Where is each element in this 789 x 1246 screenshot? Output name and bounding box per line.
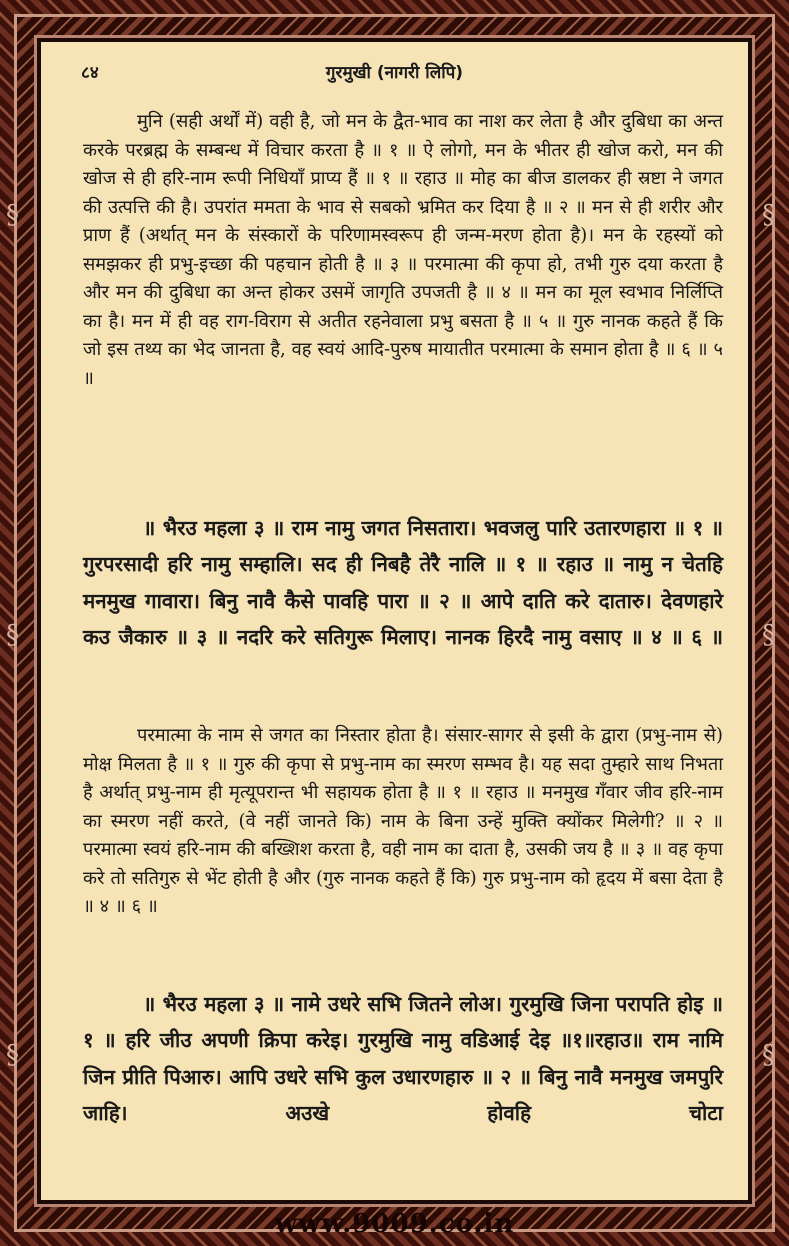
book-page [37,38,752,1204]
paragraph-text: परमात्मा के नाम से जगत का निस्तार होता है। संसार-सागर से इसी के द्वारा (प्रभु-नाम से) मोक्ष मिलता है ॥ १ ॥ गुरु की कृपा से प्रभु-नाम का स्मरण सम्भव है। यह सदा तुम्हारे साथ निभता है अर्थात् प्रभु-नाम ही मृत्यूपरान्त भी सहायक होता है ॥ १ ॥ रहाउ ॥ मनमुख गँवार जीव हरि-नाम का स्मरण नहीं करते, (वे नहीं जानते कि) नाम के बिना उन्हें मुक्ति क्योंकर मिलेगी? ॥ २ ॥ परमात्मा स्वयं हरि-नाम की बख्शिश करता है, वही नाम का दाता है, उसकी जय है ॥ ३ ॥ वह कृपा करे तो सतिगुरु से भेंट होती है और (गुरु नानक कहते हैं कि) गुरु प्रभु-नाम को हृदय में बसा देता है ॥ ४ ॥ ६ ॥ [83,725,723,917]
translation-paragraph [83,722,723,922]
gurbani-verse [83,986,723,1131]
right-scroll-ornament: § [762,620,775,650]
verse-text: ॥ भैरउ महला ३ ॥ नामे उधरे सभि जितने लोअ। गुरमुखि जिना परापति होइ ॥ १ ॥ हरि जीउ अपणी क्रिपा करेइ। गुरमुखि नामु वडिआई देइ ॥१॥रहाउ॥ राम नामि जिन प्रीति पिआरु। आपि उधरे सभि कुल उधारणहारु ॥ २ ॥ बिनु नावै मनमुख जमपुरि जाहि। अउखे होवहि चोटा [83,992,723,1125]
left-scroll-ornament: § [6,200,19,230]
gurbani-verse [83,510,723,655]
page-number: ८४ [81,63,99,83]
paragraph-text: मुनि (सही अर्थों में) वही है, जो मन के द्वैत-भाव का नाश कर लेता है और दुबिधा का अन्त करके परब्रह्म के सम्बन्ध में विचार करता है ॥ १ ॥ ऐ लोगो, मन के भीतर ही खोज करो, मन की खोज से ही हरि-नाम रूपी निधियाँ प्राप्य हैं ॥ १ ॥ रहाउ ॥ मोह का बीज डालकर ही स्रष्टा ने जगत की उत्पत्ति की है। उपरांत ममता के भाव से सबको भ्रमित कर दिया है ॥ २ ॥ मन से ही शरीर और प्राण हैं (अर्थात् मन के संस्कारों के परिणामस्वरूप ही जन्म-मरण होता है)। मन के रहस्यों को समझकर ही प्रभु-इच्छा की पहचान होती है ॥ ३ ॥ परमात्मा की कृपा हो, तभी गुरु दया करता है और मन की दुबिधा का अन्त होकर उसमें जागृति उपजती है ॥ ४ ॥ मन का मूल स्वभाव निर्लिप्ति का है। मन में ही वह राग-विराग से अतीत रहनेवाला प्रभु बसता है ॥ ५ ॥ गुरु नानक कहते हैं कि जो इस तथ्य का भेद जानता है, वह स्वयं आदि-पुरुष मायातीत परमात्मा के समान होता है ॥ ६ ॥ ५ ॥ [83,111,723,389]
translation-paragraph [83,108,723,393]
website-url: www.9009.co.in [274,1209,515,1239]
running-title: गुरमुखी (नागरी लिपि) [325,63,464,83]
right-scroll-ornament: § [762,1040,775,1070]
left-scroll-ornament: § [6,620,19,650]
right-scroll-ornament: § [762,200,775,230]
page-header [81,60,708,86]
verse-text: ॥ भैरउ महला ३ ॥ राम नामु जगत निसतारा। भवजलु पारि उतारणहारा ॥ १ ॥ गुरपरसादी हरि नामु सम्हालि। सद ही निबहै तेरै नालि ॥ १ ॥ रहाउ ॥ नामु न चेतहि मनमुख गावारा। बिनु नावै कैसे पावहि पारा ॥ २ ॥ आपे दाति करे दातारु। देवणहारे कउ जैकारु ॥ ३ ॥ नदरि करे सतिगुरू मिलाए। नानक हिरदै नामु वसाए ॥ ४ ॥ ६ ॥ [83,516,723,649]
left-scroll-ornament: § [6,1040,19,1070]
